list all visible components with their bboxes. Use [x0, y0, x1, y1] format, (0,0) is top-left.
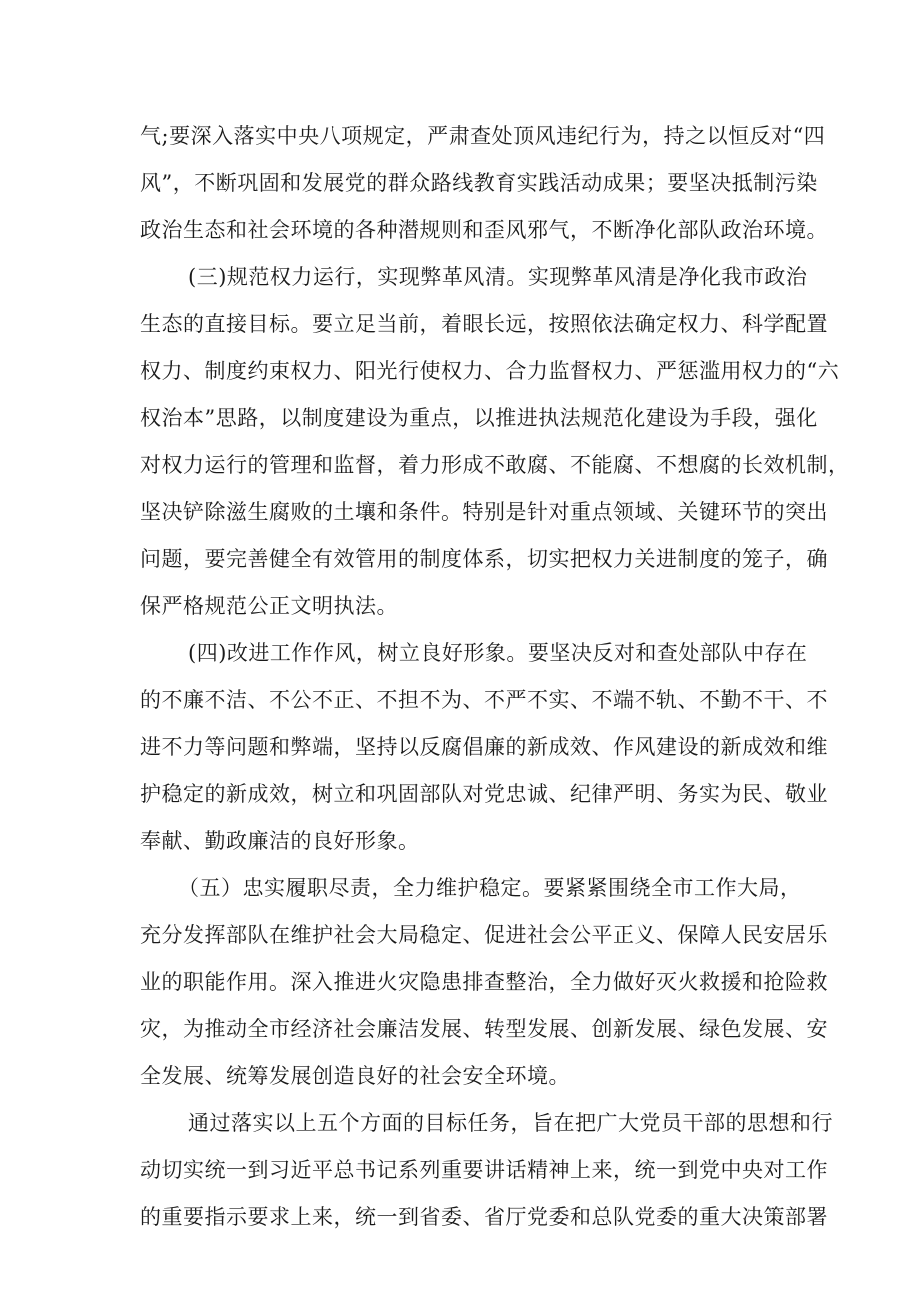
paragraph-heading-4: (四)改进工作作风，树立良好形象。要坚决反对和查处部队中存在: [188, 641, 808, 665]
text-line: 生态的直接目标。要立足当前，着眼长远，按照依法确定权力、科学配置: [140, 312, 828, 336]
text-line: 奉献、勤政廉洁的良好形象。: [140, 829, 420, 853]
text-line: 的不廉不洁、不公不正、不担不为、不严不实、不端不轨、不勤不干、不: [140, 688, 828, 712]
text-line: 政治生态和社会环境的各种潜规则和歪风邪气，不断净化部队政治环境。: [140, 218, 828, 242]
text-line: 气;要深入落实中央八项规定，严肃查处顶风违纪行为，持之以恒反对“四: [140, 124, 826, 148]
paragraph-conclusion: 通过落实以上五个方面的目标任务，旨在把广大党员干部的思想和行: [188, 1111, 833, 1135]
paragraph-heading-5: （五）忠实履职尽责，全力维护稳定。要紧紧围绕全市工作大局，: [178, 876, 802, 900]
text-line: 动切实统一到习近平总书记系列重要讲话精神上来，统一到党中央对工作: [140, 1158, 828, 1182]
text-line: 风”，不断巩固和发展党的群众路线教育实践活动成果；要坚决抵制污染: [140, 171, 818, 195]
text-line: 进不力等问题和弊端，坚持以反腐倡廉的新成效、作风建设的新成效和维: [140, 735, 828, 759]
text-line: 全发展、统筹发展创造良好的社会安全环境。: [140, 1064, 570, 1088]
text-line: 坚决铲除滋生腐败的土壤和条件。特别是针对重点领域、关键环节的突出: [140, 500, 828, 524]
text-line: 灾，为推动全市经济社会廉洁发展、转型发展、创新发展、绿色发展、安: [140, 1017, 828, 1041]
text-line: 充分发挥部队在维护社会大局稳定、促进社会公平正义、保障人民安居乐: [140, 923, 828, 947]
text-line: 护稳定的新成效，树立和巩固部队对党忠诚、纪律严明、务实为民、敬业: [140, 782, 828, 806]
text-line: 保严格规范公正文明执法。: [140, 594, 398, 618]
text-line: 对权力运行的管理和监督，着力形成不敢腐、不能腐、不想腐的长效机制，: [140, 453, 850, 477]
text-line: 权治本”思路，以制度建设为重点，以推进执法规范化建设为手段，强化: [140, 406, 818, 430]
text-line: 问题，要完善健全有效管用的制度体系，切实把权力关进制度的笼子，确: [140, 547, 828, 571]
paragraph-heading-3: (三)规范权力运行，实现弊革风清。实现弊革风清是净化我市政治: [188, 265, 808, 289]
text-line: 权力、制度约束权力、阳光行使权力、合力监督权力、严惩滥用权力的“六: [140, 359, 840, 383]
text-line: 的重要指示要求上来，统一到省委、省厅党委和总队党委的重大决策部署: [140, 1205, 828, 1229]
text-line: 业的职能作用。深入推进火灾隐患排查整治，全力做好灭火救援和抢险救: [140, 970, 828, 994]
